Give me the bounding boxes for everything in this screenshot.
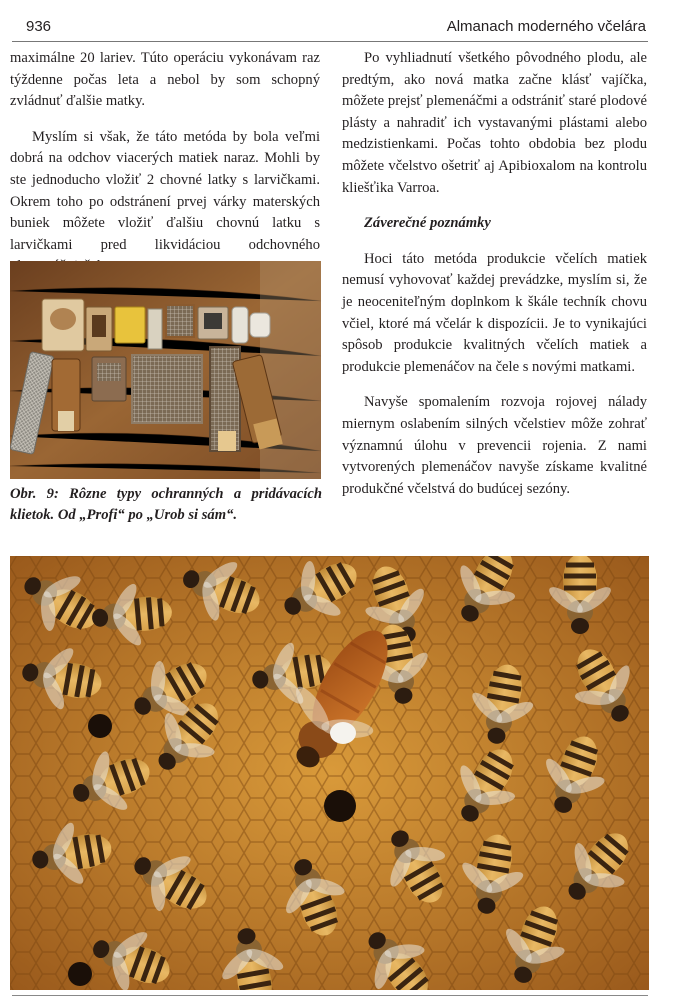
bottom-rule — [12, 995, 648, 996]
running-title: Almanach moderného včelára — [446, 18, 646, 35]
right-paragraph-3: Navyše spomalením rozvoja rojovej nálady miernym oslabením silných včelstiev môže zohrať významnú úlohu v prevencii rojenia. Z nami vytvorených plemenáčov navyše získame kvalitné produkčné včelstvá do budúcej sezóny. — [342, 394, 647, 497]
queen-cages-photo — [10, 261, 321, 479]
right-paragraph-2: Hoci táto metóda produkcie včelích matiek nemusí vyhovovať každej prevádzke, myslím si, že je neoceniteľným doplnkom k škále techník chovu včiel, ktoré má včelár k dispozícii. Je to vynikajúci spôsob produkcie kvalitných včelích matiek a produkcie plemenáčov na čele s novými matkami. — [342, 250, 647, 375]
page-header — [12, 14, 646, 36]
queen-bee-on-honeycomb-photo — [10, 556, 649, 990]
left-paragraph-1: maximálne 20 lariev. Túto operáciu vykonávam raz týždenne počas leta a nebol by som schopný zvládnuť ďalšie matky. — [10, 50, 320, 110]
left-paragraph-2: Myslím si však, že táto metóda by bola veľmi dobrá na odchov viacerých matiek naraz. Mohli by ste jednoducho vložiť 2 chovné latky s larvičkami. Okrem toho po odstránení prvej várky materských buniek môžete vložiť ďalšiu chovnú latku s larvičkami pred likvidáciou odchovného — [10, 128, 320, 253]
figure-caption: Obr. 9: Rôzne typy ochranných a pridávacích klietok. Od „Profi“ po „Urob si sám“. — [10, 486, 322, 523]
section-heading: Záverečné poznámky — [364, 215, 491, 232]
page-number: 936 — [26, 18, 52, 35]
right-column — [342, 48, 647, 500]
left-column — [10, 48, 320, 278]
header-rule — [12, 41, 648, 42]
right-paragraph-1: Po vyhliadnutí všetkého pôvodného plodu, ale predtým, ako nová matka začne klásť vajíčka, môžete prejsť plemenáčmi a odstrániť staré plodové plásty a nahradiť ich vystavanými plástami alebo medzistienkami. Počas tohto obdobia bez plodu môžete včelstvo ošetriť aj Apibioxalom na kontrolu kliešťika Varroa. — [342, 50, 647, 196]
